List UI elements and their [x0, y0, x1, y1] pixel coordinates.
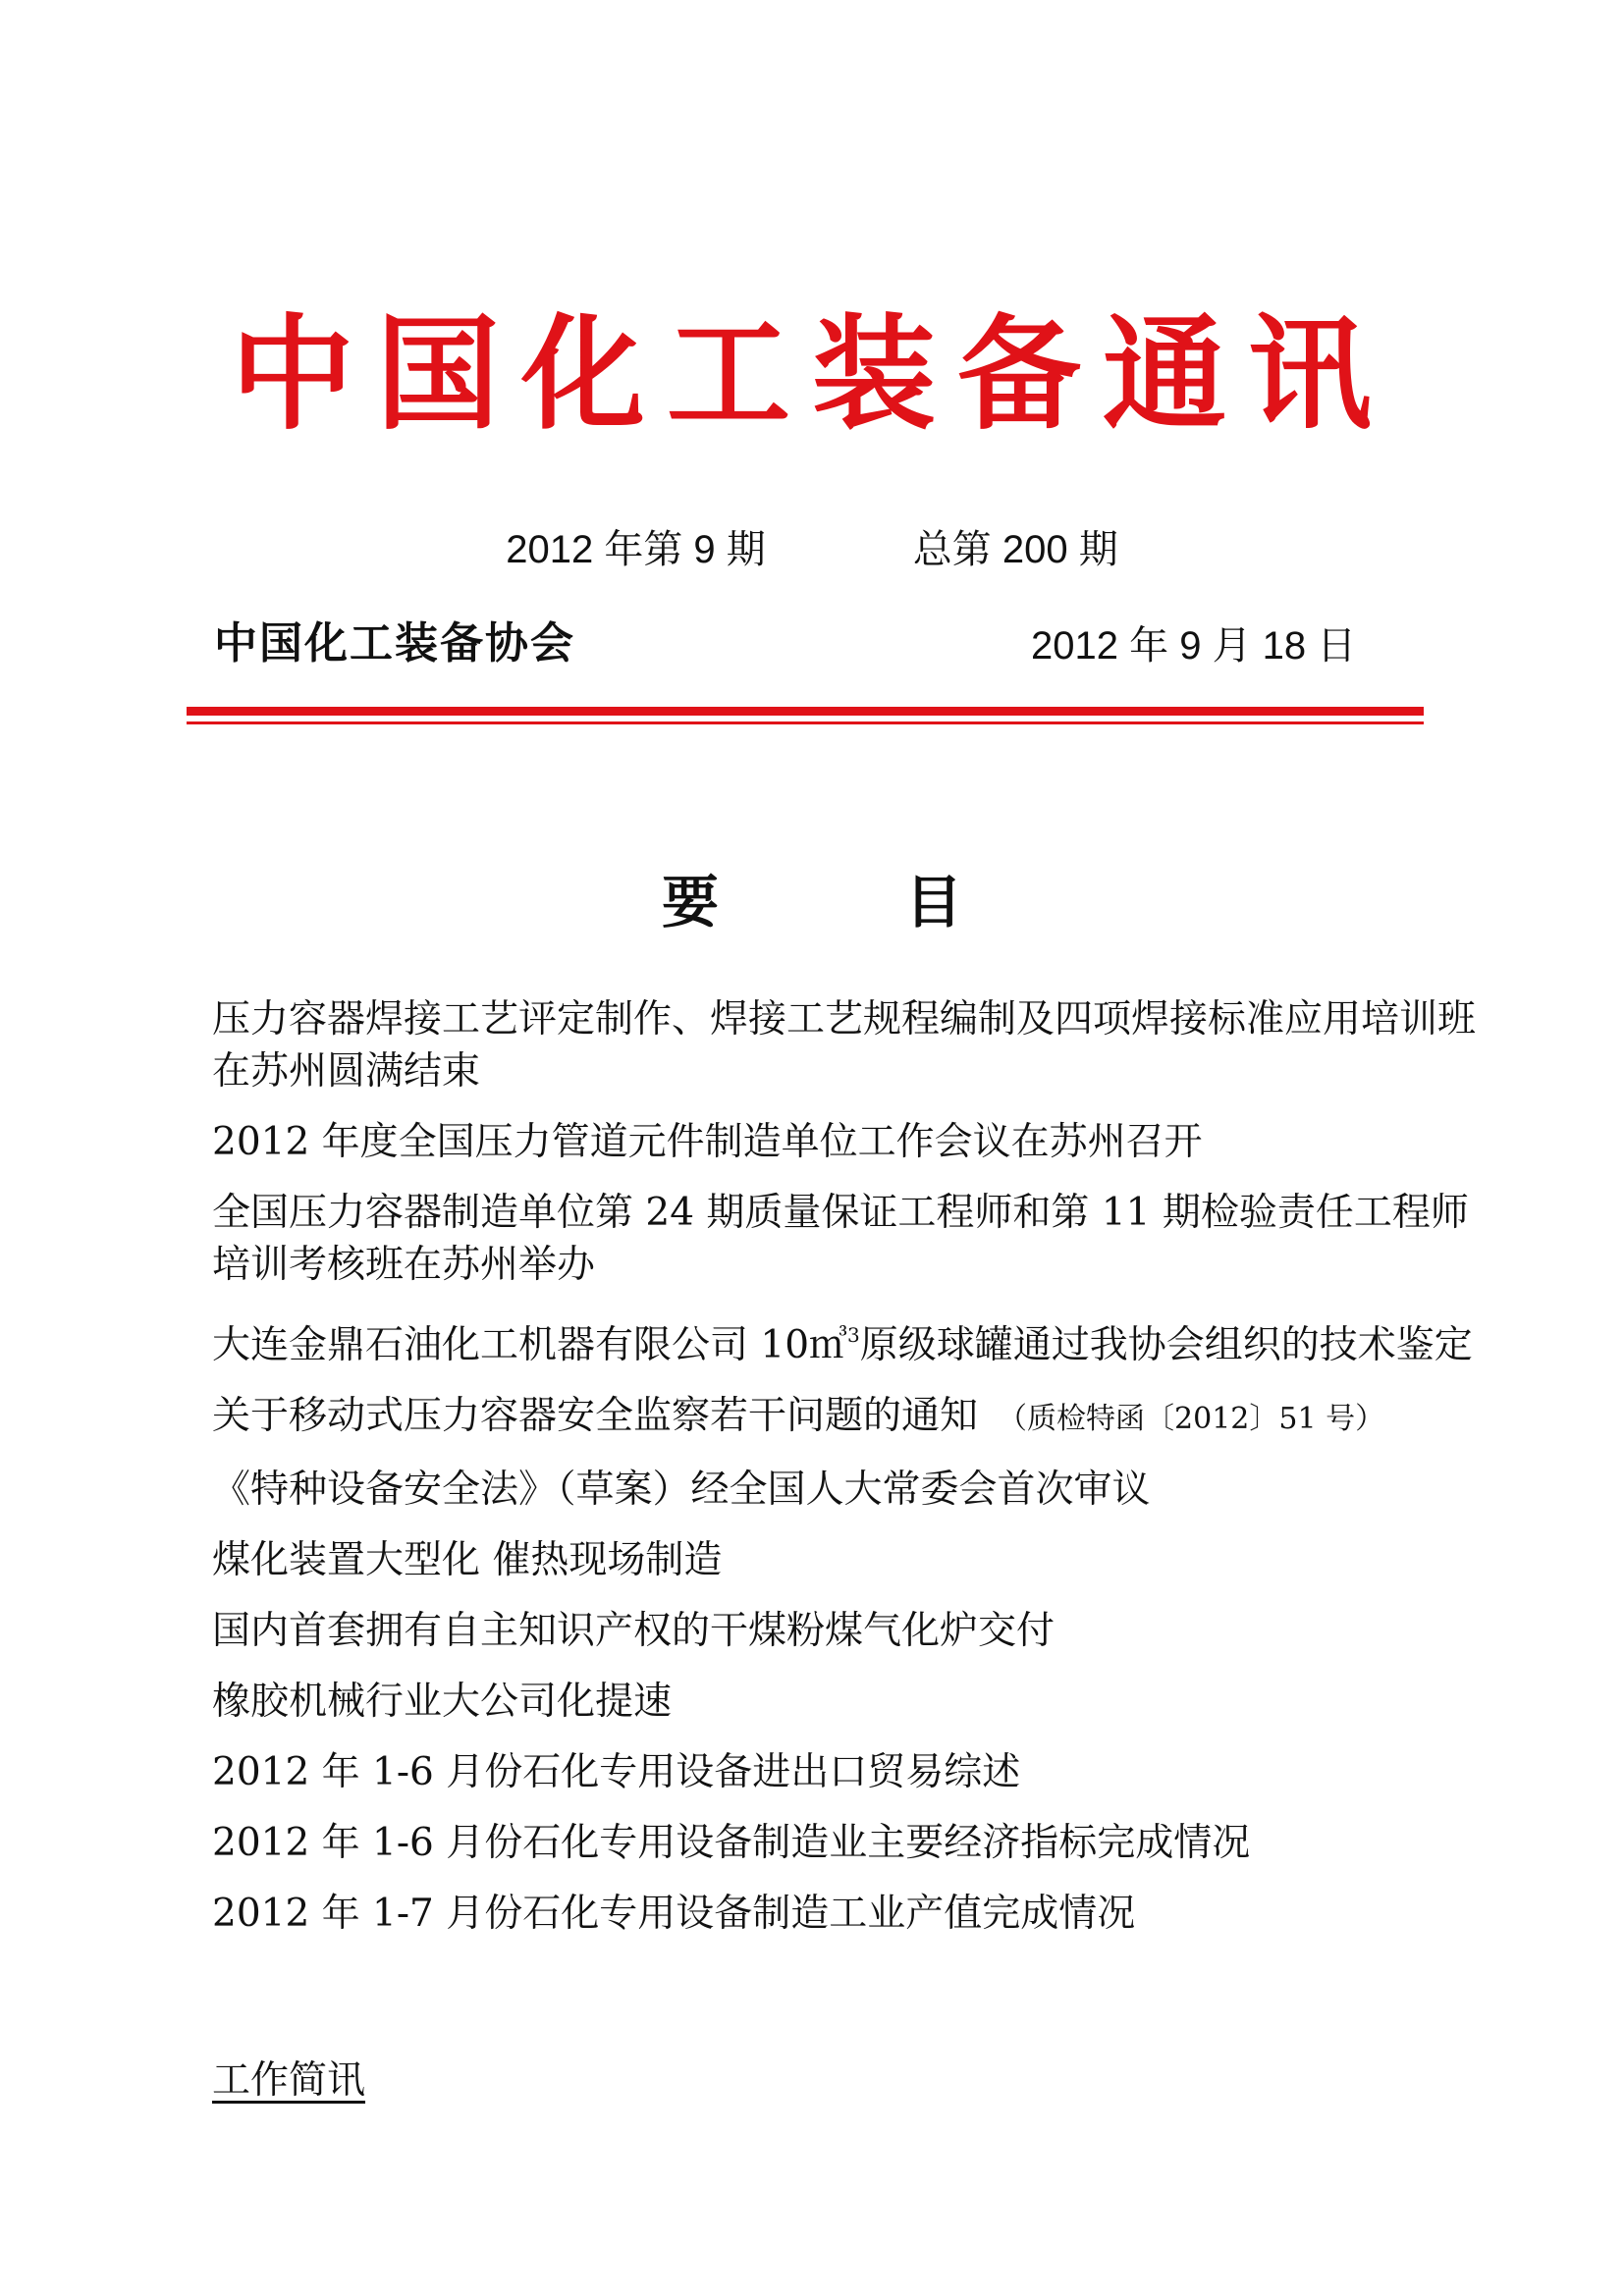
- toc-item-text: 2012 年度全国压力管道元件制造单位工作会议在苏州召开: [212, 1120, 1203, 1164]
- toc-item-text: 国内首套拥有自主知识产权的干煤粉煤气化炉交付: [212, 1609, 1056, 1653]
- toc-title-part1: 要: [661, 869, 719, 935]
- toc-item[interactable]: [212, 1390, 1489, 1445]
- toc-item-text: 《特种设备安全法》（草案）经全国人大常委会首次审议: [212, 1468, 1151, 1512]
- toc-item[interactable]: [212, 1187, 1489, 1291]
- toc-item[interactable]: [212, 1888, 1489, 1940]
- toc-item[interactable]: [212, 1464, 1489, 1516]
- toc-item-text-before: 大连金鼎石油化工机器有限公司 10㎥: [212, 1323, 848, 1367]
- toc-item[interactable]: [212, 1605, 1489, 1657]
- publisher-name: 中国化工装备协会: [214, 618, 575, 668]
- issue-date: 2012 年 9 月 18 日: [1031, 624, 1357, 667]
- header-divider-thin: [187, 721, 1424, 724]
- toc-item[interactable]: [212, 1817, 1489, 1869]
- toc-item-text: 压力容器焊接工艺评定制作、焊接工艺规程编制及四项焊接标准应用培训班在苏州圆满结束: [212, 997, 1477, 1094]
- toc-item[interactable]: [212, 1746, 1489, 1798]
- issue-line: [0, 530, 1624, 569]
- toc-item-text: 全国压力容器制造单位第 24 期质量保证工程师和第 11 期检验责任工程师培训考核班在苏州举办: [212, 1191, 1469, 1287]
- toc-title-part2: 目: [905, 869, 963, 935]
- toc-item-text-after: 原级球罐通过我协会组织的技术鉴定: [859, 1323, 1473, 1367]
- toc-item-text: 橡胶机械行业大公司化提速: [212, 1680, 673, 1724]
- toc-item-note: （质检特函〔2012〕51 号）: [998, 1402, 1385, 1436]
- section-link-work-news[interactable]: 工作简讯: [212, 2058, 366, 2103]
- toc-item-text: 2012 年 1-7 月份石化专用设备制造工业产值完成情况: [212, 1892, 1136, 1936]
- superscript: 3: [847, 1323, 860, 1347]
- toc-item-text: 2012 年 1-6 月份石化专用设备制造业主要经济指标完成情况: [212, 1821, 1251, 1865]
- toc-item[interactable]: [212, 1116, 1489, 1168]
- toc-item-text: 关于移动式压力容器安全监察若干问题的通知: [212, 1394, 979, 1438]
- toc-list: [212, 993, 1489, 1958]
- toc-title: [0, 869, 1624, 935]
- header-divider-thick: [187, 707, 1424, 716]
- toc-item-text: 2012 年 1-6 月份石化专用设备进出口贸易综述: [212, 1750, 1021, 1794]
- toc-item-text: 煤化装置大型化 催热现场制造: [212, 1538, 723, 1582]
- masthead-title: 中国化工装备通讯: [231, 301, 1393, 447]
- toc-item[interactable]: [212, 1309, 1489, 1371]
- issue-year: 2012 年第 9 期: [506, 528, 766, 571]
- toc-item[interactable]: [212, 1534, 1489, 1586]
- issue-total: 总第 200 期: [912, 528, 1118, 571]
- toc-item[interactable]: [212, 993, 1489, 1097]
- toc-item[interactable]: [212, 1676, 1489, 1728]
